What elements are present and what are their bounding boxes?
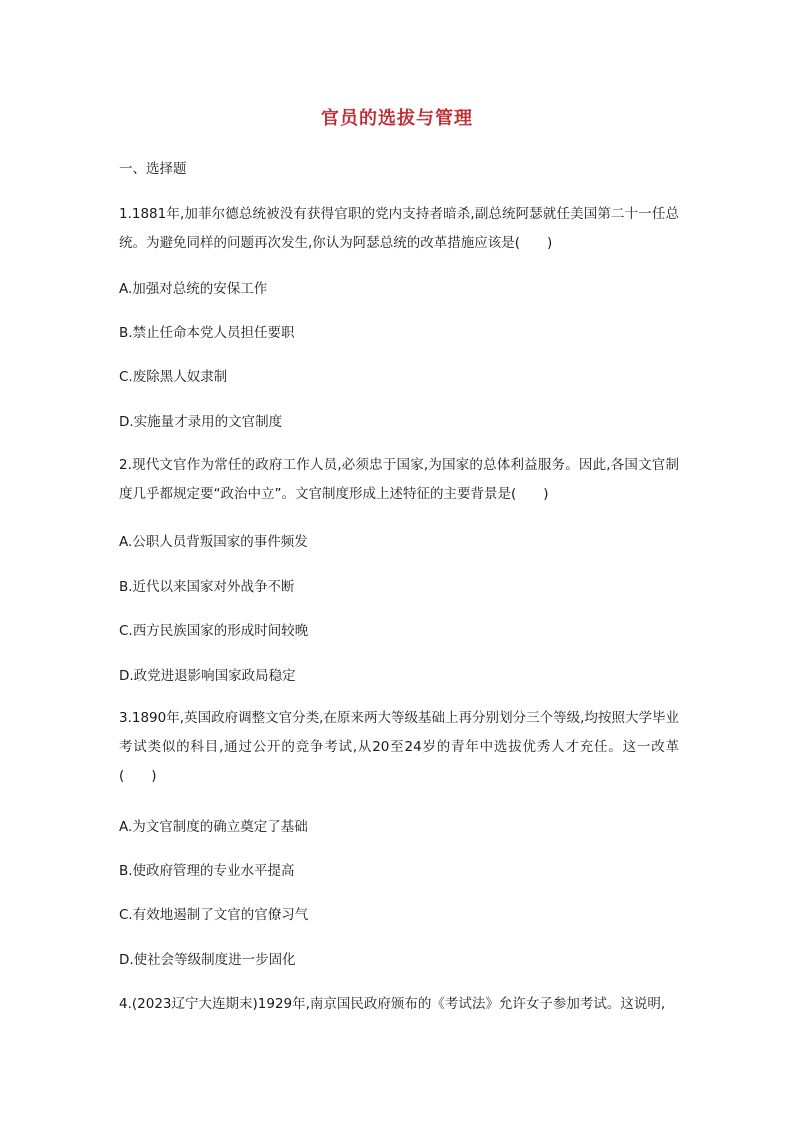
question-2-option-a: A.公职人员背叛国家的事件频发: [119, 534, 308, 550]
question-3-option-b: B.使政府管理的专业水平提高: [119, 863, 295, 879]
page-title: 官员的选拔与管理: [321, 108, 473, 129]
question-1-option-a: A.加强对总统的安保工作: [119, 281, 268, 297]
question-3-option-a: A.为文官制度的确立奠定了基础: [119, 819, 308, 835]
section-heading: 一、选择题: [119, 161, 187, 177]
question-3-option-d: D.使社会等级制度进一步固化: [119, 952, 296, 968]
question-1-option-c: C.废除黑人奴隶制: [119, 369, 228, 385]
question-1-option-d: D.实施量才录用的文官制度: [119, 414, 283, 430]
question-1-stem: 1.1881年,加菲尔德总统被没有获得官职的党内支持者暗杀,副总统阿瑟就任美国第二十一任总统。为避免同样的问题再次发生,你认为阿瑟总统的改革措施应该是( ): [119, 206, 679, 251]
question-2-option-d: D.政党进退影响国家政局稳定: [119, 668, 296, 684]
question-1-option-b: B.禁止任命本党人员担任要职: [119, 325, 295, 341]
question-4-stem: 4.(2023辽宁大连期末)1929年,南京国民政府颁布的《考试法》允许女子参加考试。这说明,: [119, 996, 666, 1012]
question-2-stem: 2.现代文官作为常任的政府工作人员,必须忠于国家,为国家的总体利益服务。因此,各国文官制度几乎都规定要“政治中立”。文官制度形成上述特征的主要背景是( ): [119, 457, 679, 502]
question-2-option-b: B.近代以来国家对外战争不断: [119, 579, 295, 595]
question-3-option-c: C.有效地遏制了文官的官僚习气: [119, 907, 309, 923]
question-2-option-c: C.西方民族国家的形成时间较晚: [119, 623, 309, 639]
question-3-stem: 3.1890年,英国政府调整文官分类,在原来两大等级基础上再分别划分三个等级,均按照大学毕业考试类似的科目,通过公开的竞争考试,从20至24岁的青年中选拔优秀人才充任。这一改革( ): [119, 710, 679, 784]
